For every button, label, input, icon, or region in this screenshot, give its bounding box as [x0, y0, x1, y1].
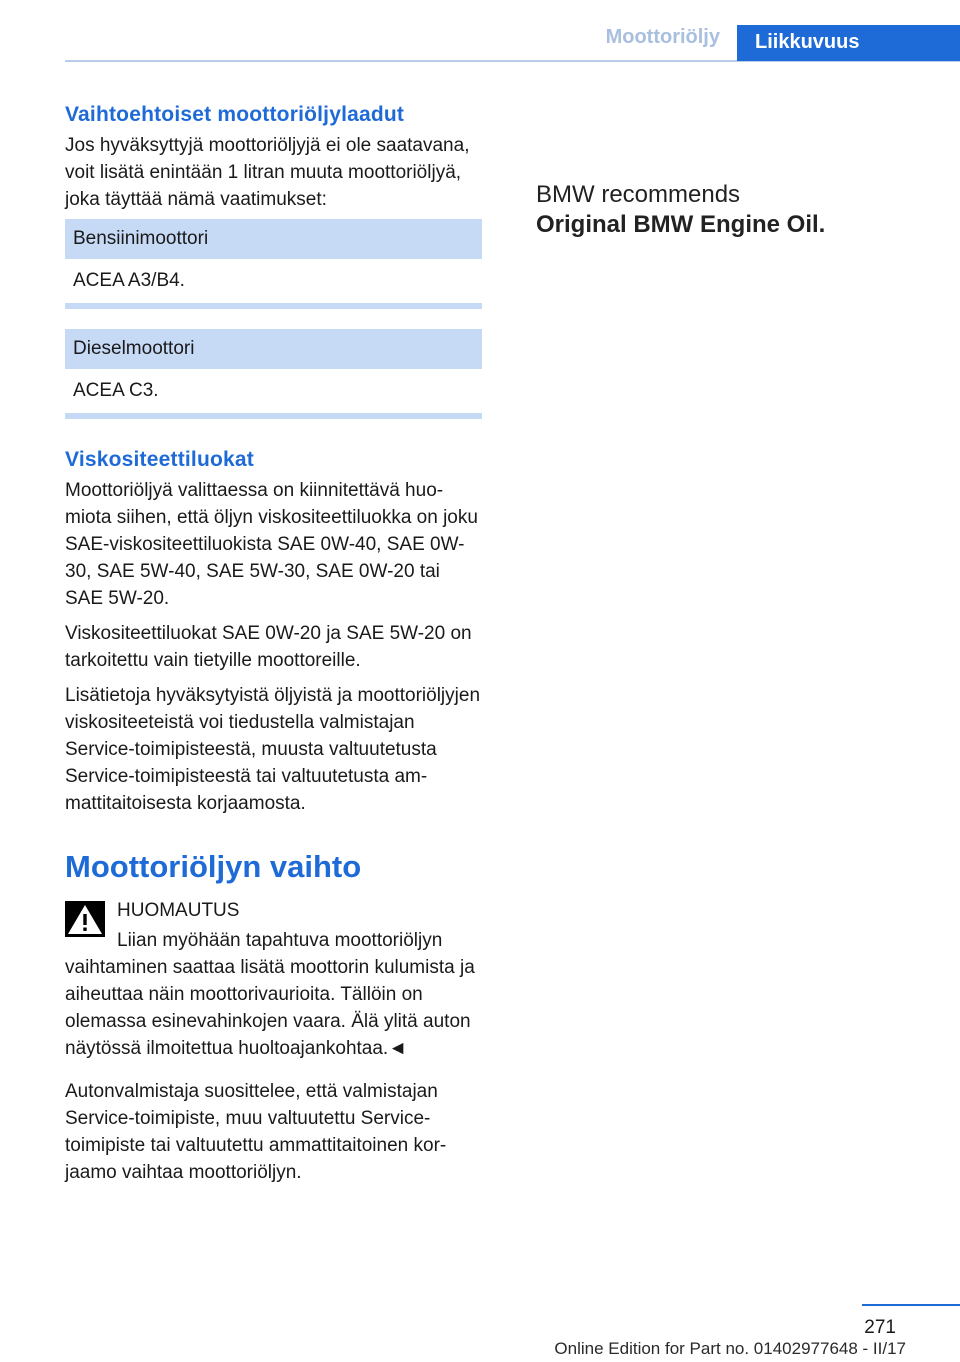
- alt-oils-heading: Vaihtoehtoiset moottoriöljylaadut: [65, 103, 405, 126]
- viscosity-heading: Viskositeettiluokat: [65, 448, 254, 471]
- viscosity-paragraph-2: Viskositeettiluokat SAE 0W-20 ja SAE 5W-20 on tarkoitettu vain tietyille moottoreille.: [65, 623, 472, 671]
- petrol-engine-value: ACEA A3/B4.: [73, 270, 185, 291]
- header-section-title: Moottoriöljy: [605, 26, 720, 48]
- diesel-engine-value: ACEA C3.: [73, 380, 159, 401]
- logo-line-2: Original BMW Engine Oil.: [536, 211, 826, 238]
- oil-change-heading: Moottoriöljyn vaihto: [65, 849, 362, 884]
- diesel-engine-table: [65, 329, 482, 419]
- viscosity-paragraph-1: Moottoriöljyä valittaessa on kiinnitettävä huomiota siihen, että öljyn viskositeettiluokka on joku SAE-viskositeettiluokista SAE 0W-40, SAE 0W-30, SAE 5W-40, SAE 5W-30, SAE 0W-20 tai SAE 5W-20.: [65, 480, 478, 609]
- warning-block: [65, 897, 482, 1062]
- bmw-oil-logo: [536, 180, 825, 240]
- table-divider: [65, 413, 482, 419]
- petrol-engine-table: [65, 219, 482, 309]
- warning-triangle-icon: [65, 901, 105, 937]
- footer-rule: [862, 1304, 960, 1306]
- warning-title: HUOMAUTUS: [117, 900, 240, 921]
- logo-line-1: BMW recommends: [536, 181, 741, 208]
- header-chapter-tab: Liikkuvuus: [737, 25, 960, 61]
- diesel-engine-head: Dieselmoottori: [65, 329, 482, 369]
- left-column: [65, 100, 482, 1186]
- warning-first-line: Liian myöhään tapahtuva moottoriöljyn: [117, 930, 443, 951]
- warning-text: vaihtaminen saattaa lisätä moottorin kulumista ja aiheuttaa näin moottorivaurioita. Tällöin on olemassa esinevahinkojen vaara. Älä ylitä auton näytössä ilmoitettua huoltoajankohtaa.◄: [65, 957, 475, 1059]
- edition-note: Online Edition for Part no. 01402977648 - II/17: [554, 1339, 906, 1358]
- page-number: 271: [864, 1317, 896, 1338]
- viscosity-paragraph-3: Lisätietoja hyväksytyistä öljyistä ja moottoriöljyjen viskositeeteistä voi tiedustella valmistajan Service-toimipisteestä, muusta valtuutetusta Service-toimipisteestä tai valtuutetusta ammattitaitoisesta korjaamosta.: [65, 685, 481, 814]
- alt-oils-text: Jos hyväksyttyjä moottoriöljyjä ei ole saatavana, voit lisätä enintään 1 litran muuta moottoriöljyä, joka täyttää nämä vaatimukset:: [65, 135, 470, 210]
- petrol-engine-head: Bensiinimoottori: [65, 219, 482, 259]
- table-divider: [65, 303, 482, 309]
- oil-change-text: Autonvalmistaja suosittelee, että valmistajan Service-toimipiste, muu valtuutettu Service-toimipiste tai valtuutettu ammattitaitoinen korjaamo vaihtaa moottoriöljyn.: [65, 1081, 447, 1183]
